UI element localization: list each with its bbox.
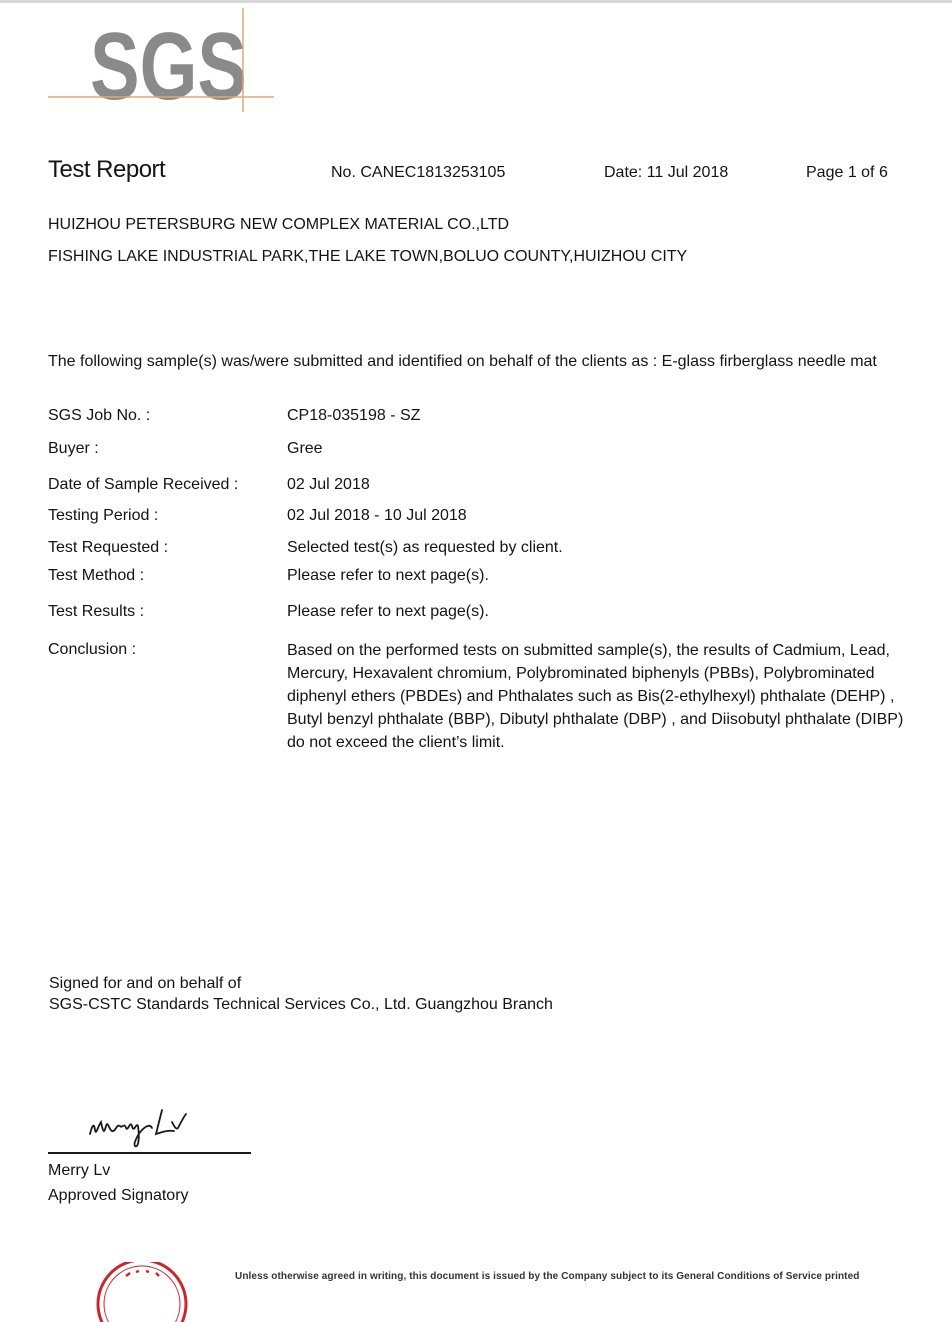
- sample-intro: The following sample(s) was/were submitted and identified on behalf of the clients as : E-glass firberglass needle mat: [48, 353, 877, 370]
- test-method-value: Please refer to next page(s).: [287, 567, 489, 584]
- signer-name: Merry Lv: [48, 1162, 111, 1179]
- page-indicator: Page 1 of 6: [806, 164, 888, 181]
- testing-period-value: 02 Jul 2018 - 10 Jul 2018: [287, 507, 467, 524]
- conclusion-value: Based on the performed tests on submitted sample(s), the results of Cadmium, Lead, Mercury, Hexavalent chromium, Polybrominated biphenyls (PBBs), Polybrominated diphenyl ethers (PBDEs) and Phthalates such as Bis(2-ethylhexyl) phthalate (DEHP) , Butyl benzyl phthalate (BBP), Dibutyl phthalate (DBP) , and Diisobutyl phthalate (DIBP) do not exceed the client’s limit.: [287, 642, 904, 751]
- signing-company: SGS-CSTC Standards Technical Services Co., Ltd. Guangzhou Branch: [49, 996, 553, 1013]
- testing-period-label: Testing Period :: [48, 507, 159, 524]
- job-no-label: SGS Job No. :: [48, 407, 151, 424]
- date-received-label: Date of Sample Received :: [48, 476, 239, 493]
- client-name: HUIZHOU PETERSBURG NEW COMPLEX MATERIAL CO.,LTD: [48, 216, 510, 233]
- buyer-value: Gree: [287, 440, 323, 457]
- buyer-label: Buyer :: [48, 440, 99, 457]
- test-requested-label: Test Requested :: [48, 539, 169, 556]
- company-seal: [88, 1262, 196, 1322]
- sgs-logo: [46, 6, 276, 114]
- client-address: FISHING LAKE INDUSTRIAL PARK,THE LAKE TOWN,BOLUO COUNTY,HUIZHOU CITY: [48, 248, 688, 265]
- report-title: Test Report: [48, 156, 166, 183]
- job-no-value: CP18-035198 - SZ: [287, 407, 421, 424]
- sgs-logo-text: SGS: [90, 13, 247, 114]
- test-requested-value: Selected test(s) as requested by client.: [287, 539, 563, 556]
- signed-for-text: Signed for and on behalf of: [49, 975, 242, 992]
- date-received-value: 02 Jul 2018: [287, 476, 370, 493]
- test-results-value: Please refer to next page(s).: [287, 603, 489, 620]
- test-results-label: Test Results :: [48, 603, 145, 620]
- test-method-label: Test Method :: [48, 567, 145, 584]
- handwritten-signature: [86, 1104, 196, 1152]
- footer-terms: Unless otherwise agreed in writing, this document is issued by the Company subject to its General Conditions of Service printed: [235, 1271, 860, 1282]
- conclusion-label: Conclusion :: [48, 641, 137, 658]
- signer-title: Approved Signatory: [48, 1187, 189, 1204]
- report-number: No. CANEC1813253105: [331, 164, 506, 181]
- page-top-border: [0, 0, 952, 3]
- report-date: Date: 11 Jul 2018: [604, 164, 729, 181]
- signature-line: [48, 1152, 251, 1154]
